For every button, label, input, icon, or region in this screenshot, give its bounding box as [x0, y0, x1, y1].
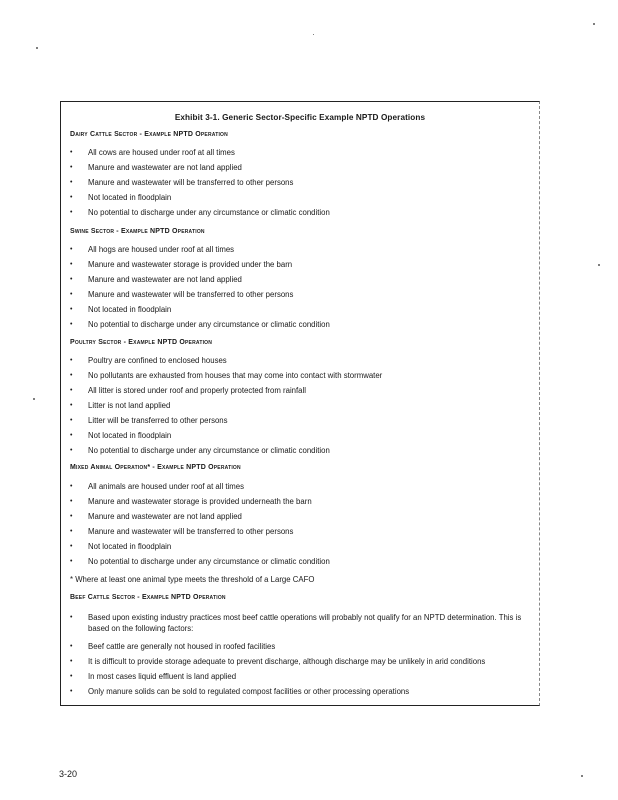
list-item: No potential to discharge under any circumstance or climatic condition — [88, 557, 330, 566]
list-item: No potential to discharge under any circumstance or climatic condition — [88, 208, 330, 217]
bullet-icon: • — [70, 276, 73, 283]
bullet-icon: • — [70, 673, 73, 680]
bullet-icon: • — [70, 357, 73, 364]
list-item: Beef cattle are generally not housed in roofed facilities — [88, 642, 276, 651]
list-item: Manure and wastewater storage is provided underneath the barn — [88, 497, 312, 506]
list-item: Manure and wastewater will be transferred to other persons — [88, 527, 294, 536]
list-item: All cows are housed under roof at all times — [88, 148, 235, 157]
list-item: Based upon existing industry practices most beef cattle operations will probably not qualify for an NPTD determination. This is based on the following factors: — [88, 613, 522, 633]
bullet-icon: • — [70, 643, 73, 650]
bullet-icon: • — [70, 246, 73, 253]
bullet-icon: • — [70, 321, 73, 328]
bullet-icon: • — [70, 543, 73, 550]
list-item: Not located in floodplain — [88, 305, 172, 314]
list-item: In most cases liquid effluent is land applied — [88, 672, 237, 681]
list-item: It is difficult to provide storage adequate to prevent discharge, although discharge may be unlikely in arid conditions — [88, 657, 486, 666]
list-item: Litter will be transferred to other persons — [88, 416, 228, 425]
bullet-icon: • — [70, 209, 73, 216]
list-item: Manure and wastewater will be transferred to other persons — [88, 178, 294, 187]
bullet-icon: • — [70, 483, 73, 490]
bullet-icon: • — [70, 432, 73, 439]
bullet-icon: • — [70, 513, 73, 520]
list-item: Manure and wastewater storage is provided under the barn — [88, 260, 293, 269]
section-heading-poultry: Poultry Sector - Example NPTD Operation — [70, 339, 213, 346]
list-item: Not located in floodplain — [88, 542, 172, 551]
scan-speck — [593, 23, 595, 25]
list-item: Manure and wastewater are not land applied — [88, 163, 242, 172]
bullet-icon: • — [70, 528, 73, 535]
list-item: No potential to discharge under any circumstance or climatic condition — [88, 320, 330, 329]
bullet-icon: • — [70, 658, 73, 665]
list-item: Litter is not land applied — [88, 401, 171, 410]
list-item: Poultry are confined to enclosed houses — [88, 356, 227, 365]
bullet-icon: • — [70, 306, 73, 313]
footnote: * Where at least one animal type meets the threshold of a Large CAFO — [70, 575, 315, 584]
bullet-icon: • — [70, 688, 73, 695]
scan-speck — [313, 34, 314, 35]
list-item: All litter is stored under roof and properly protected from rainfall — [88, 386, 306, 395]
list-item: Manure and wastewater will be transferred to other persons — [88, 290, 294, 299]
bullet-icon: • — [70, 164, 73, 171]
bullet-icon: • — [70, 417, 73, 424]
exhibit-box — [60, 101, 540, 706]
bullet-icon: • — [70, 149, 73, 156]
bullet-icon: • — [70, 558, 73, 565]
scan-speck — [598, 264, 600, 266]
bullet-icon: • — [70, 387, 73, 394]
section-heading-swine: Swine Sector - Example NPTD Operation — [70, 228, 205, 235]
bullet-icon: • — [70, 194, 73, 201]
section-heading-dairy: Dairy Cattle Sector - Example NPTD Operation — [70, 131, 228, 138]
bullet-icon: • — [70, 179, 73, 186]
list-item: All animals are housed under roof at all times — [88, 482, 245, 491]
bullet-icon: • — [70, 447, 73, 454]
list-item: Only manure solids can be sold to regulated compost facilities or other processing operations — [88, 687, 410, 696]
bullet-icon: • — [70, 614, 73, 621]
bullet-icon: • — [70, 402, 73, 409]
section-heading-beef-cattle: Beef Cattle Sector - Example NPTD Operation — [70, 594, 226, 601]
section-heading-mixed-animal: Mixed Animal Operation* - Example NPTD Operation — [70, 464, 241, 471]
list-item: No potential to discharge under any circumstance or climatic condition — [88, 446, 330, 455]
scan-speck — [36, 47, 38, 49]
list-item: Manure and wastewater are not land applied — [88, 512, 242, 521]
list-item: Not located in floodplain — [88, 193, 172, 202]
list-item: No pollutants are exhausted from houses that may come into contact with stormwater — [88, 371, 383, 380]
bullet-icon: • — [70, 261, 73, 268]
page-number: 3-20 — [59, 769, 78, 779]
list-item: All hogs are housed under roof at all times — [88, 245, 235, 254]
list-item: Manure and wastewater are not land applied — [88, 275, 242, 284]
bullet-icon: • — [70, 291, 73, 298]
scan-speck — [581, 775, 583, 777]
list-item: Not located in floodplain — [88, 431, 172, 440]
bullet-icon: • — [70, 498, 73, 505]
bullet-icon: • — [70, 372, 73, 379]
scan-speck — [33, 398, 35, 400]
exhibit-title: Exhibit 3-1. Generic Sector-Specific Example NPTD Operations — [174, 113, 426, 122]
